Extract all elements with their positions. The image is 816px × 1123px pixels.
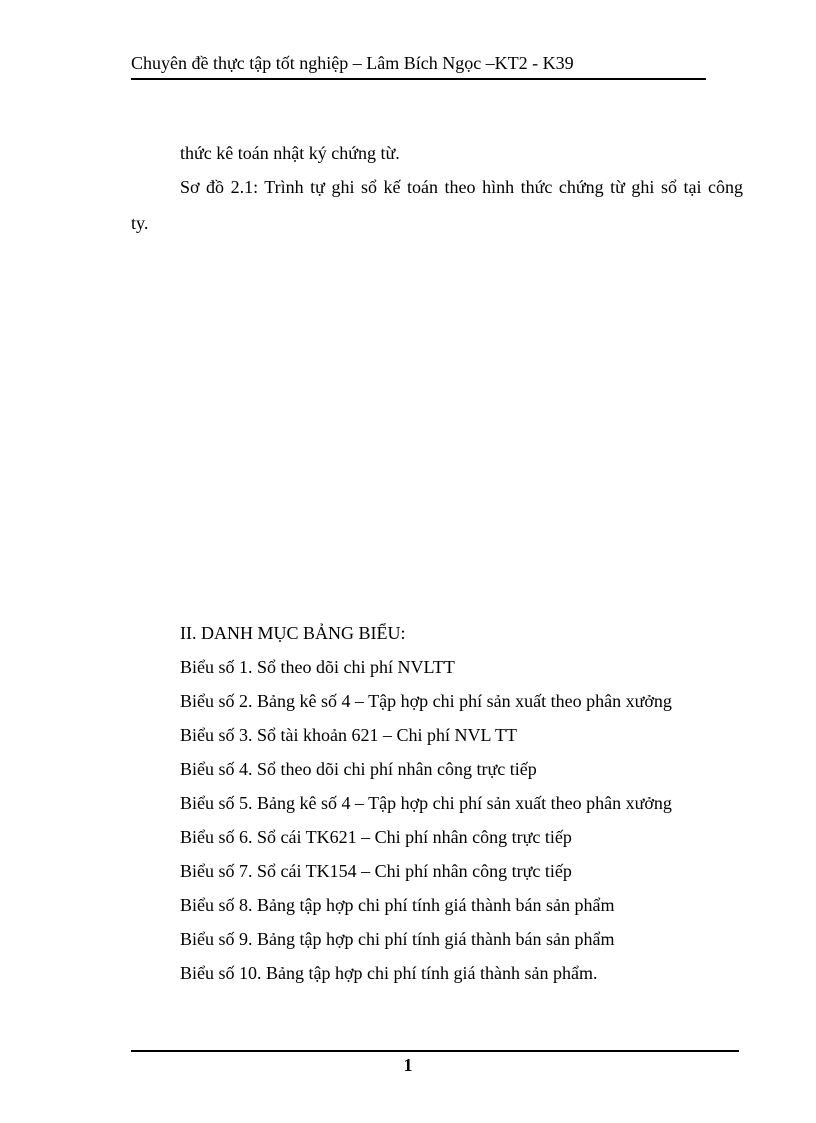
- page-number: 1: [403, 1055, 413, 1075]
- paragraph-diagram-caption-continued: ty.: [131, 213, 149, 233]
- section-heading: II. DANH MỤC BẢNG BIỂU:: [180, 623, 406, 643]
- list-item: Biểu số 8. Bảng tập hợp chi phí tính giá thành bán sản phẩm: [180, 895, 615, 915]
- list-item: Biểu số 7. Sổ cái TK154 – Chi phí nhân công trực tiếp: [180, 861, 572, 881]
- list-item: Biểu số 10. Bảng tập hợp chi phí tính giá thành sản phẩm.: [180, 963, 598, 983]
- page-header: Chuyên đề thực tập tốt nghiệp – Lâm Bích Ngọc –KT2 - K39: [131, 52, 706, 80]
- paragraph-intro: thức kê toán nhật ký chứng từ.: [180, 143, 400, 163]
- paragraph-diagram-caption: Sơ đồ 2.1: Trình tự ghi sổ kế toán theo hình thức chứng từ ghi sổ tại công: [180, 177, 743, 197]
- table-list: [180, 656, 672, 996]
- list-item: Biểu số 6. Sổ cái TK621 – Chi phí nhân công trực tiếp: [180, 827, 572, 847]
- list-item: Biểu số 2. Bảng kê số 4 – Tập hợp chi phí sản xuất theo phân xưởng: [180, 691, 672, 711]
- list-item: Biểu số 4. Sổ theo dõi chi phí nhân công trực tiếp: [180, 759, 537, 779]
- list-item: Biểu số 3. Sổ tài khoản 621 – Chi phí NVL TT: [180, 725, 517, 745]
- list-item: Biểu số 5. Bảng kê số 4 – Tập hợp chi phí sản xuất theo phân xưởng: [180, 793, 672, 813]
- footer-divider: [131, 1050, 739, 1052]
- list-item: Biểu số 9. Bảng tập hợp chi phí tính giá thành bán sản phẩm: [180, 929, 615, 949]
- list-item: Biểu số 1. Sổ theo dõi chi phí NVLTT: [180, 657, 455, 677]
